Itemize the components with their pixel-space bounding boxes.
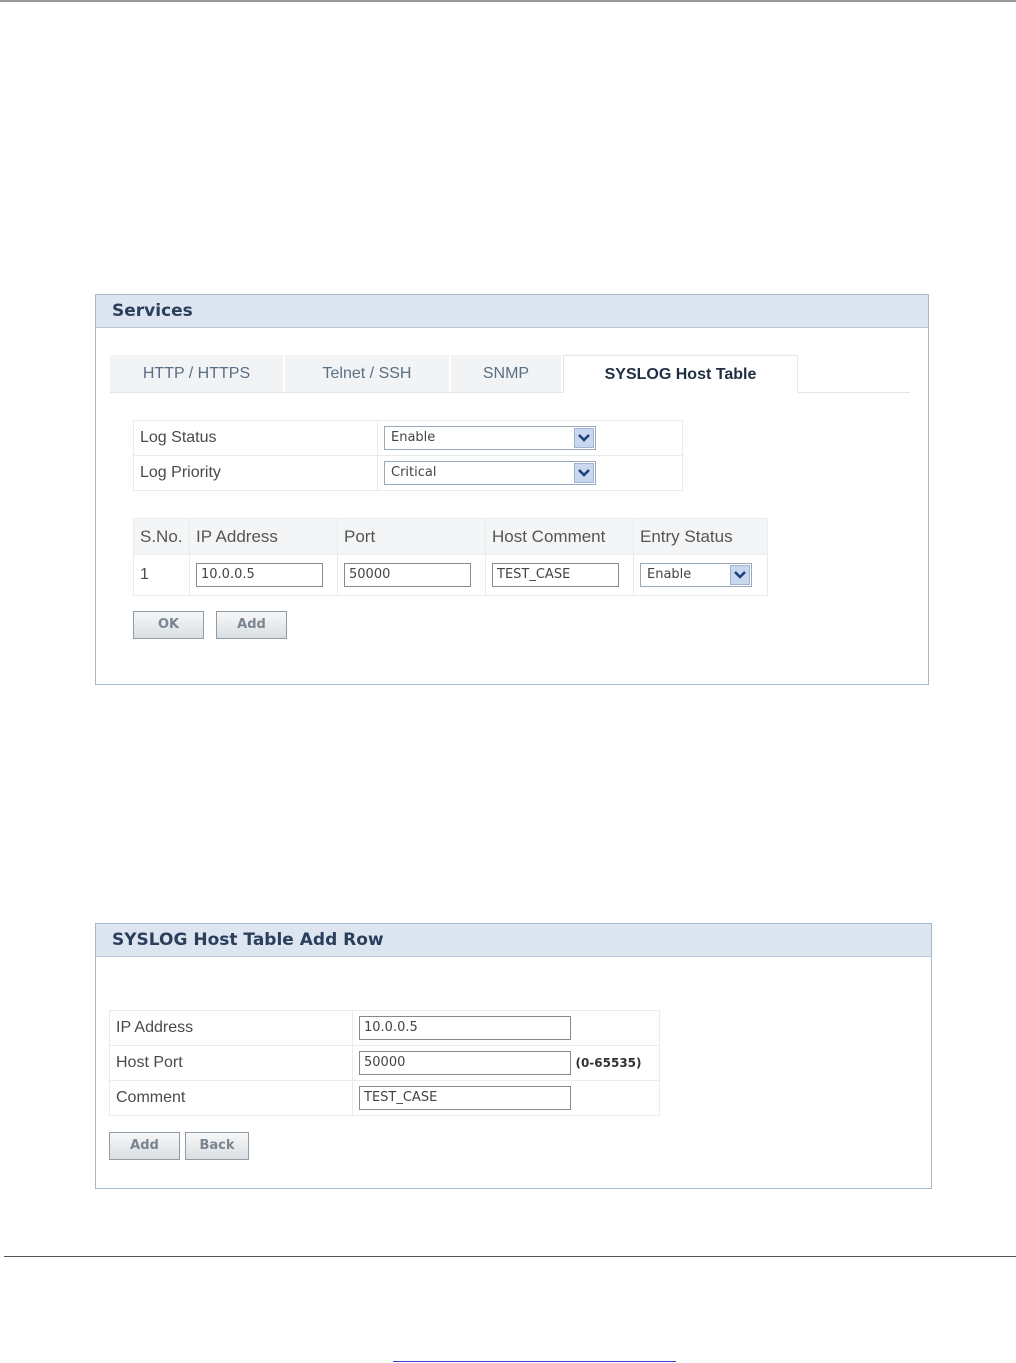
host-port-label [110,1046,353,1081]
sno-value: 1 [140,566,149,583]
add-row-add-button[interactable]: Add [109,1132,180,1160]
log-priority-select[interactable] [384,461,596,485]
log-priority-label-text: Log Priority [140,464,221,481]
log-status-cell [378,421,683,456]
chevron-down-icon [574,428,594,448]
log-priority-value: Critical [391,465,437,480]
port-value: 50000 [349,567,391,582]
header-host-comment [486,519,634,555]
panel-title [96,295,928,328]
chevron-down-icon [730,565,750,585]
services-panel [95,294,929,685]
header-ip-address [190,519,338,555]
ok-button[interactable]: OK [133,611,204,639]
add-ip-address-input[interactable] [359,1016,571,1040]
footer-link-underline[interactable] [393,1361,676,1362]
header-text: IP Address [196,526,278,546]
syslog-host-table [133,518,768,596]
tab-label: SYSLOG Host Table [604,366,757,383]
ip-address-cell [353,1011,660,1046]
log-status-value: Enable [391,430,436,445]
ip-address-input[interactable] [196,563,323,587]
header-entry-status [634,519,768,555]
log-settings-table [133,420,683,491]
ip-address-label [110,1011,353,1046]
field-value: 10.0.0.5 [364,1020,418,1035]
tab-syslog-host-table[interactable] [563,355,798,393]
tab-bar [110,355,910,393]
tab-http-https[interactable] [110,355,285,392]
comment-value: TEST_CASE [497,567,571,582]
cell-port [338,555,486,596]
field-value: 50000 [364,1055,406,1070]
cell-comment [486,555,634,596]
chevron-down-icon [574,463,594,483]
back-button[interactable]: Back [185,1132,249,1160]
services-title: Services [112,301,193,321]
header-text: Host Comment [492,526,606,546]
header-text: Entry Status [640,526,733,546]
comment-cell [353,1081,660,1116]
field-label: Host Port [116,1054,183,1071]
tab-snmp[interactable] [451,355,563,392]
panel-title [96,924,931,957]
table-row [134,555,768,596]
add-comment-input[interactable] [359,1086,571,1110]
header-sno [134,519,190,555]
port-range-hint: (0-65535) [575,1056,642,1070]
field-label: Comment [116,1089,186,1106]
log-status-label [134,421,378,456]
host-comment-input[interactable] [492,563,619,587]
entry-status-value: Enable [647,567,692,582]
tab-label: HTTP / HTTPS [142,365,251,382]
field-value: TEST_CASE [364,1090,438,1105]
add-row-panel [95,923,932,1189]
log-status-select[interactable] [384,426,596,450]
header-port [338,519,486,555]
entry-status-select[interactable] [640,563,752,587]
tab-telnet-ssh[interactable] [285,355,451,392]
header-text: Port [344,526,376,546]
cell-ip [190,555,338,596]
field-label: IP Address [116,1019,194,1036]
ip-value: 10.0.0.5 [201,567,255,582]
add-row-title: SYSLOG Host Table Add Row [112,930,384,950]
header-text: S.No. [140,526,183,546]
add-button[interactable]: Add [216,611,287,639]
comment-label [110,1081,353,1116]
top-divider [0,0,1016,2]
port-input[interactable] [344,563,471,587]
add-host-port-input[interactable] [359,1051,571,1075]
tab-label: SNMP [482,365,530,382]
bottom-divider [4,1256,1016,1257]
log-priority-cell [378,456,683,491]
log-priority-label [134,456,378,491]
tab-label: Telnet / SSH [322,365,412,382]
cell-status [634,555,768,596]
log-status-label-text: Log Status [140,429,217,446]
add-row-form [109,1010,660,1116]
host-port-cell [353,1046,660,1081]
cell-sno [134,555,190,596]
